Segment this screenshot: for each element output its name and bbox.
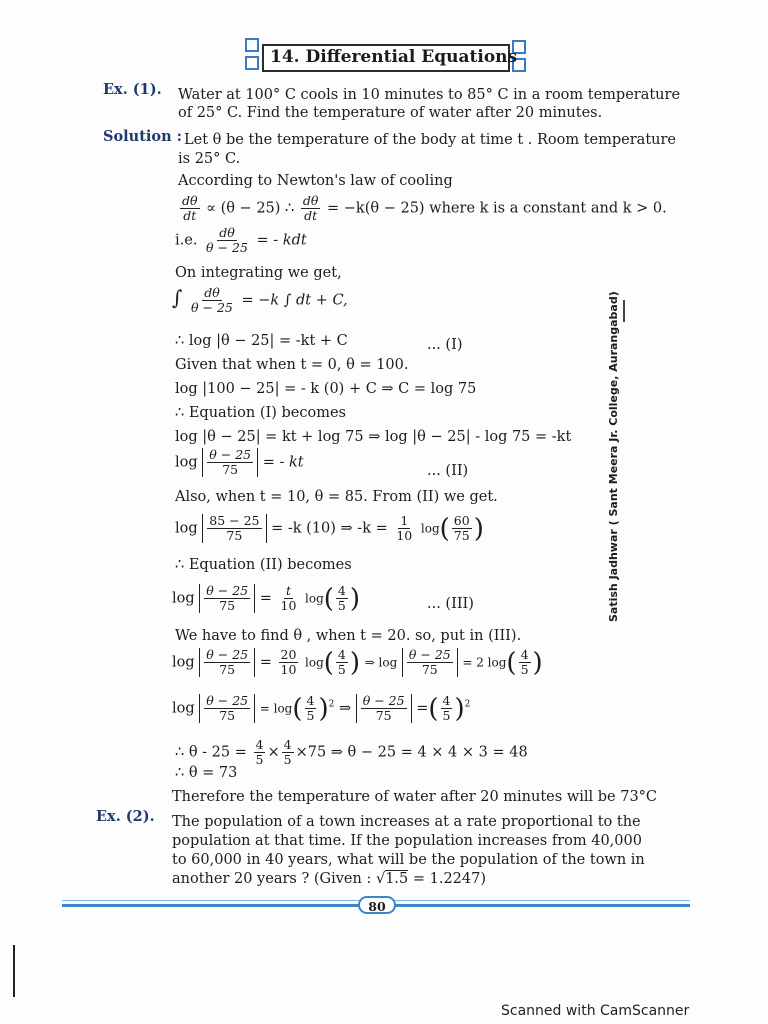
- solution-line-12: log |θ − 25| = kt + log 75 ⇒ log |θ − 25| - log 75 = -kt: [175, 429, 572, 445]
- header-left-ornament-icon: [245, 38, 259, 52]
- square-root-icon: √: [375, 871, 386, 887]
- product-equation: ∴ θ - 25 = $\frac{4}{5}$ × $\frac{4}{5}$ ×75 ⇒ θ − 25 = 4 × 4 × 3 = 48: [175, 737, 528, 767]
- example-1-line-2: of 25° C. Find the temperature of water after 20 minutes.: [178, 105, 603, 121]
- scanner-watermark: Scanned with CamScanner: [501, 1003, 690, 1019]
- solution-conclusion: Therefore the temperature of water after 20 minutes will be 73°C: [172, 789, 658, 805]
- solution-line-3: According to Newton's law of cooling: [178, 173, 453, 189]
- solution-line-6: On integrating we get,: [175, 265, 342, 281]
- example-2-line-1: The population of a town increases at a rate proportional to the: [172, 814, 641, 830]
- chapter-title: 14. Differential Equations: [270, 47, 518, 67]
- example-1-label: Ex. (1).: [103, 81, 162, 98]
- solution-line-14: Also, when t = 10, θ = 85. From (II) we get.: [175, 489, 498, 505]
- solution-line-22: ∴ θ = 73: [175, 765, 238, 781]
- side-credit: Satish Jadhwar ( Sant Meera Jr. College, Aurangabad): [607, 291, 620, 622]
- squared-equation: log $\frac{\theta - 25}{75}$ = log ( $\frac{4}{5}$ ) $^2$ ⇒ $\frac{\theta - 25}{75}$ = ( $\frac{4}{5}$ ) $^2$: [172, 693, 471, 724]
- margin-mark: [13, 945, 15, 997]
- solution-label: Solution :: [103, 128, 183, 145]
- example-1-line-1: Water at 100° C cools in 10 minutes to 85° C in a room temperature: [178, 87, 681, 103]
- k-value-equation: log $\frac{85 - 25}{75}$ = -k (10) ⇒ -k = $\frac{1}{10}$ log ( $\frac{60}{75}$ ): [175, 513, 484, 544]
- solution-line-10: log |100 − 25| = - k (0) + C ⇒ C = log 75: [175, 381, 477, 397]
- solution-line-9: Given that when t = 0, θ = 100.: [175, 357, 409, 373]
- substitution-equation: log $\frac{\theta - 25}{75}$ = $\frac{20}{10}$ log ( $\frac{4}{5}$ ) ⇒ log $\frac{\theta - 25}{75}$ = 2 log ( $\frac{4}{5}$ ): [172, 647, 543, 678]
- header-left-ornament-icon: [245, 56, 259, 70]
- equation-ii: log $\frac{\theta - 25}{75}$ = - kt: [175, 447, 304, 477]
- solution-line-11: ∴ Equation (I) becomes: [175, 405, 346, 421]
- equation-iii: log $\frac{\theta - 25}{75}$ = $\frac{t}{10}$ log ( $\frac{4}{5}$ ): [172, 583, 361, 614]
- integral-equation: ∫ $\frac{d\theta}{\theta - 25}$ = −k ∫ dt + C,: [172, 285, 348, 315]
- equation-tag-2: ... (II): [427, 463, 469, 479]
- solution-line-8: ∴ log |θ − 25| = -kt + C: [175, 333, 348, 349]
- solution-line-18: We have to find θ , when t = 20. so, put in (III).: [175, 628, 522, 644]
- equation-tag-1: ... (I): [427, 337, 463, 353]
- equation-tag-3: ... (III): [427, 596, 474, 612]
- page-number: 80: [358, 896, 396, 914]
- example-2-line-2: population at that time. If the population increases from 40,000: [172, 833, 642, 849]
- solution-line-16: ∴ Equation (II) becomes: [175, 557, 352, 573]
- example-2-label: Ex. (2).: [96, 808, 155, 825]
- newton-law-equation: $\frac{d\theta}{dt}$ ∝ (θ − 25) ∴ $\frac{d\theta}{dt}$ = −k(θ − 25) where k is a constant and k > 0.: [182, 193, 667, 223]
- solution-line-2: is 25° C.: [178, 151, 241, 167]
- example-2-line-3: to 60,000 in 40 years, what will be the population of the town in: [172, 852, 645, 868]
- separated-equation: i.e. $\frac{d\theta}{\theta - 25}$ = - kdt: [175, 225, 307, 255]
- example-2-line-4: another 20 years ? (Given : √1.5 = 1.2247): [172, 871, 487, 887]
- solution-line-1: Let θ be the temperature of the body at time t . Room temperature: [184, 132, 677, 148]
